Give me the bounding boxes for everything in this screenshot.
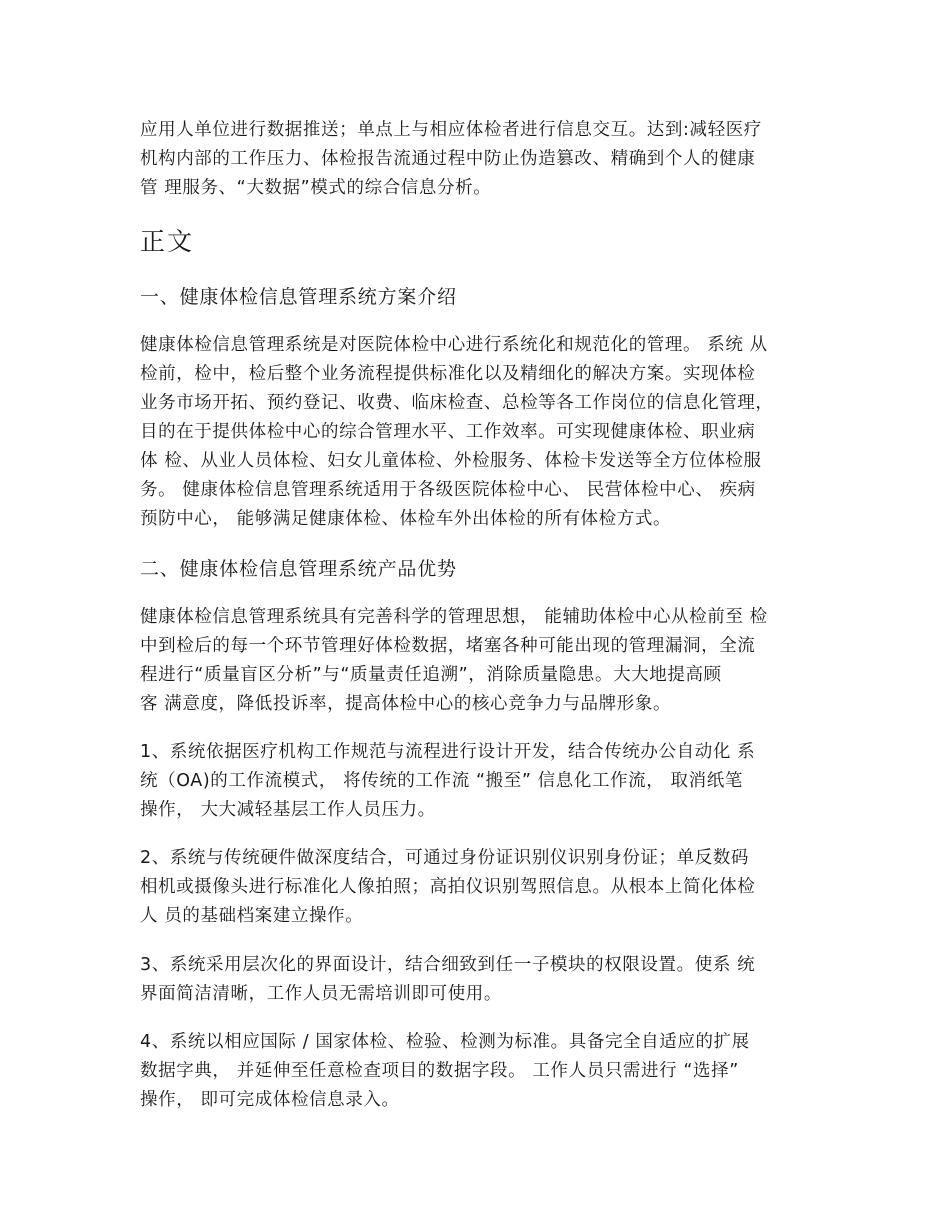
text-line: 相机或摄像头进行标准化人像拍照；高拍仪识别驾照信息。从根本上简化体检 xyxy=(140,877,756,897)
text-line: 健康体检信息管理系统具有完善科学的管理思想， 能辅助体检中心从检前至 检 xyxy=(140,607,768,627)
advantage-item-4 xyxy=(140,1028,812,1115)
text-line: 务。 健康体检信息管理系统适用于各级医院体检中心、 民营体检中心、 疾病 xyxy=(140,480,756,500)
intro-paragraph xyxy=(140,116,812,203)
text-line: 3、系统采用层次化的界面设计，结合细致到任一子模块的权限设置。使系 统 xyxy=(140,955,756,975)
text-line: 中到检后的每一个环节管理好体检数据，堵塞各种可能出现的管理漏洞，全流 xyxy=(140,636,756,656)
text-line: 应用人单位进行数据推送；单点上与相应体检者进行信息交互。达到:减轻医疗 xyxy=(140,120,762,140)
section2-title: 二、健康体检信息管理系统产品优势 xyxy=(140,558,457,580)
section2-intro-paragraph xyxy=(140,603,812,719)
advantage-item-3 xyxy=(140,951,812,1009)
text-line: 数据字典， 并延伸至任意检查项目的数据字段。 工作人员只需进行 “选择” xyxy=(140,1061,739,1081)
text-line: 统（OA)的工作流模式， 将传统的工作流 “搬至” 信息化工作流， 取消纸笔 xyxy=(140,771,743,791)
text-line: 操作， 大大减轻基层工作人员压力。 xyxy=(140,800,436,820)
text-line: 1、系统依据医疗机构工作规范与流程进行设计开发，结合传统办公自动化 系 xyxy=(140,742,756,762)
text-line: 健康体检信息管理系统是对医院体检中心进行系统化和规范化的管理。 系统 从 xyxy=(140,335,768,355)
text-line: 机构内部的工作压力、体检报告流通过程中防止伪造篡改、精确到个人的健康 xyxy=(140,149,756,169)
text-line: 检前，检中，检后整个业务流程提供标准化以及精细化的解决方案。实现体检 xyxy=(140,364,756,384)
text-line: 人 员的基础档案建立操作。 xyxy=(140,906,364,926)
text-line: 界面简洁清晰，工作人员无需培训即可使用。 xyxy=(140,984,502,1004)
text-line: 目的在于提供体检中心的综合管理水平、工作效率。可实现健康体检、职业病 xyxy=(140,422,756,442)
advantage-item-2 xyxy=(140,844,812,931)
text-line: 客 满意度，降低投诉率，提高体检中心的核心竞争力与品牌形象。 xyxy=(140,694,672,714)
text-line: 2、系统与传统硬件做深度结合，可通过身份证识别仪识别身份证；单反数码 xyxy=(140,848,750,868)
text-line: 操作， 即可完成体检信息录入。 xyxy=(140,1090,400,1110)
text-line: 预防中心， 能够满足健康体检、体检车外出体检的所有体检方式。 xyxy=(140,509,672,529)
text-line: 业务市场开拓、预约登记、收费、临床检查、总检等各工作岗位的信息化管理， xyxy=(140,393,774,413)
section1-paragraph xyxy=(140,331,812,534)
text-line: 4、系统以相应国际 / 国家体检、检验、检测为标准。具备完全自适应的扩展 xyxy=(140,1032,750,1052)
section1-title: 一、健康体检信息管理系统方案介绍 xyxy=(140,286,457,308)
text-line: 体 检、从业人员体检、妇女儿童体检、外检服务、体检卡发送等全方位体检服 xyxy=(140,451,762,471)
advantage-item-1 xyxy=(140,738,812,825)
main-heading: 正文 xyxy=(140,227,195,256)
text-line: 管 理服务、“大数据”模式的综合信息分析。 xyxy=(140,178,492,198)
text-line: 程进行“质量盲区分析”与“质量责任追溯”，消除质量隐患。大大地提高顾 xyxy=(140,665,722,685)
